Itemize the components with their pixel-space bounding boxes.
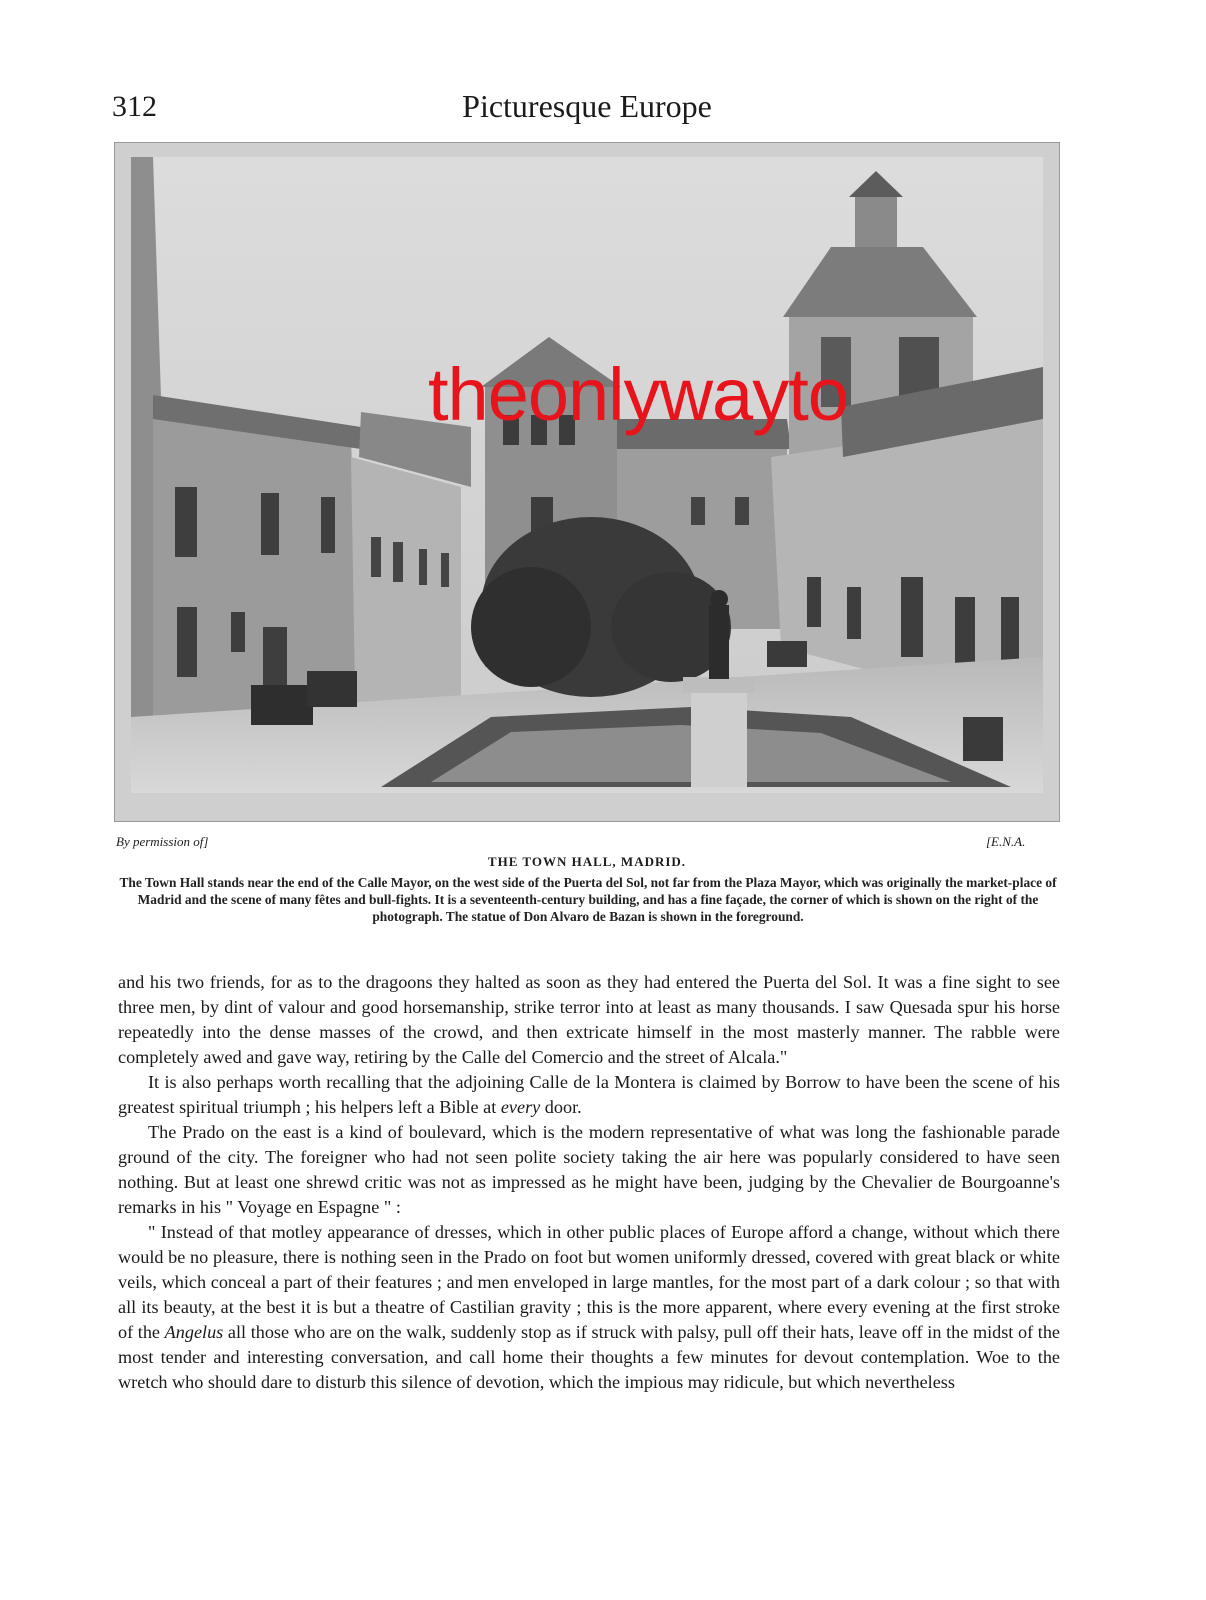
town-hall-photograph bbox=[131, 157, 1043, 793]
paragraph-2-emphasis: every bbox=[500, 1097, 541, 1117]
paragraph-4 bbox=[118, 1220, 1060, 1395]
paragraph-1: and his two friends, for as to the dragoons they halted as soon as they had entered the Puerta del Sol. It was a fine sight to see three men, by dint of valour and good horsemanship, strike terror into at least as many thousands. I saw Quesada spur his horse repeatedly into the dense masses of the crowd, and then extricate himself in the most masterly manner. The rabble were completely awed and gave way, retiring by the Calle del Comercio and the street of Alcala." bbox=[118, 972, 1060, 1067]
page-header bbox=[112, 86, 1062, 130]
paragraph-2-text-a: It is also perhaps worth recalling that the adjoining Calle de la Montera is claimed by Borrow to have been the scene of his greatest spiritual triumph ; his helpers left a Bible at bbox=[118, 1072, 1060, 1117]
body-text bbox=[118, 970, 1060, 1395]
running-title: Picturesque Europe bbox=[462, 88, 712, 124]
photo-credit-right: [E.N.A. bbox=[986, 834, 1026, 849]
paragraph-2 bbox=[118, 1070, 1060, 1120]
paragraph-3: The Prado on the east is a kind of boulevard, which is the modern representative of what was long the fashionable parade ground of the city. The foreigner who had not seen polite society taking the air here was popularly considered to have seen nothing. But at least one shrewd critic was not as impressed as he might have been, judging by the Chevalier de Bourgoanne's remarks in his " Voyage en Espagne " : bbox=[118, 1122, 1060, 1217]
caption-title: THE TOWN HALL, MADRID. bbox=[487, 854, 687, 869]
page-number: 312 bbox=[112, 90, 157, 123]
paragraph-4-emphasis: Angelus bbox=[164, 1322, 224, 1342]
watermark-text: theonlywayto bbox=[428, 353, 848, 436]
paragraph-2-text-b: door. bbox=[540, 1097, 582, 1117]
photo-credit-left: By permission of] bbox=[116, 834, 209, 849]
photo-plate bbox=[114, 142, 1060, 822]
caption-text: The Town Hall stands near the end of the Calle Mayor, on the west side of the Puerta del Sol, not far from the Plaza Mayor, which was originally the market-place of Madrid and the scene of many fêtes and bull-fights. It is a seventeenth-century building, and has a fine façade, the corner of which is shown on the right of the photograph. The statue of Don Alvaro de Bazan is shown in the foreground. bbox=[119, 875, 1057, 924]
paragraph-4-text-b: all those who are on the walk, suddenly stop as if struck with palsy, pull off their hats, leave off in the midst of the most tender and interesting conversation, and call home their thoughts a few minutes for devout contemplation. Woe to the wretch who should dare to disturb this silence of devotion, which the impious may ridicule, but which nevertheless bbox=[118, 1322, 1060, 1392]
paragraph-4-text-a: " Instead of that motley appearance of dresses, which in other public places of Europe afford a change, without which there would be no pleasure, there is nothing seen in the Prado on foot but women uniformly dressed, covered with great black or white veils, which conceal a part of their features ; and men enveloped in large mantles, for the most part of a dark colour ; so that with all its beauty, at the best it is but a theatre of Castilian gravity ; this is the more apparent, where every evening at the first stroke of the bbox=[118, 1222, 1060, 1342]
